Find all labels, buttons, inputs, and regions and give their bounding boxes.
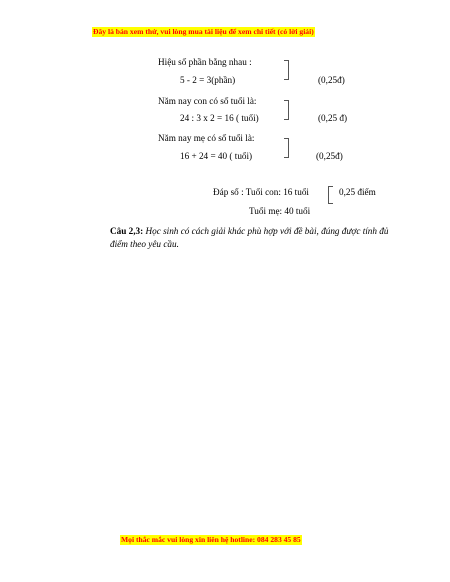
note-label: Câu 2,3: [110,226,144,236]
child-age-label: Năm nay con có số tuổi là: [158,96,257,106]
answer-child: Đáp số : Tuổi con: 16 tuổi [213,187,309,197]
diff-label: Hiệu số phần bằng nhau : [158,57,252,67]
hotline-banner: Mọi thắc mắc vui lòng xin liên hệ hotline: 084 283 45 85 [121,535,301,544]
bracket-2 [284,100,289,120]
mother-age-label: Năm nay mẹ có số tuổi là: [158,133,255,143]
answer-mother: Tuổi mẹ: 40 tuổi [249,206,311,216]
score-2: (0,25 đ) [318,113,348,123]
diff-calc: 5 - 2 = 3(phần) [180,75,236,85]
answer-score: 0,25 điểm [339,187,376,197]
preview-banner: Đây là bản xem thử, vui lòng mua tài liệu để xem chi tiết (có lời giải) [93,27,314,36]
bracket-3 [284,138,289,158]
note-text: Học sinh có cách giải khác phù hợp với đề bài, đúng được tính đủ điểm theo yêu cầu. [110,226,389,249]
mother-age-calc: 16 + 24 = 40 ( tuổi) [180,151,253,161]
bracket-1 [284,60,289,80]
score-1: (0,25đ) [318,75,345,85]
score-3: (0,25đ) [316,151,343,161]
bracket-answer [328,186,333,204]
child-age-calc: 24 : 3 x 2 = 16 ( tuổi) [180,113,259,123]
grading-note [110,225,400,251]
